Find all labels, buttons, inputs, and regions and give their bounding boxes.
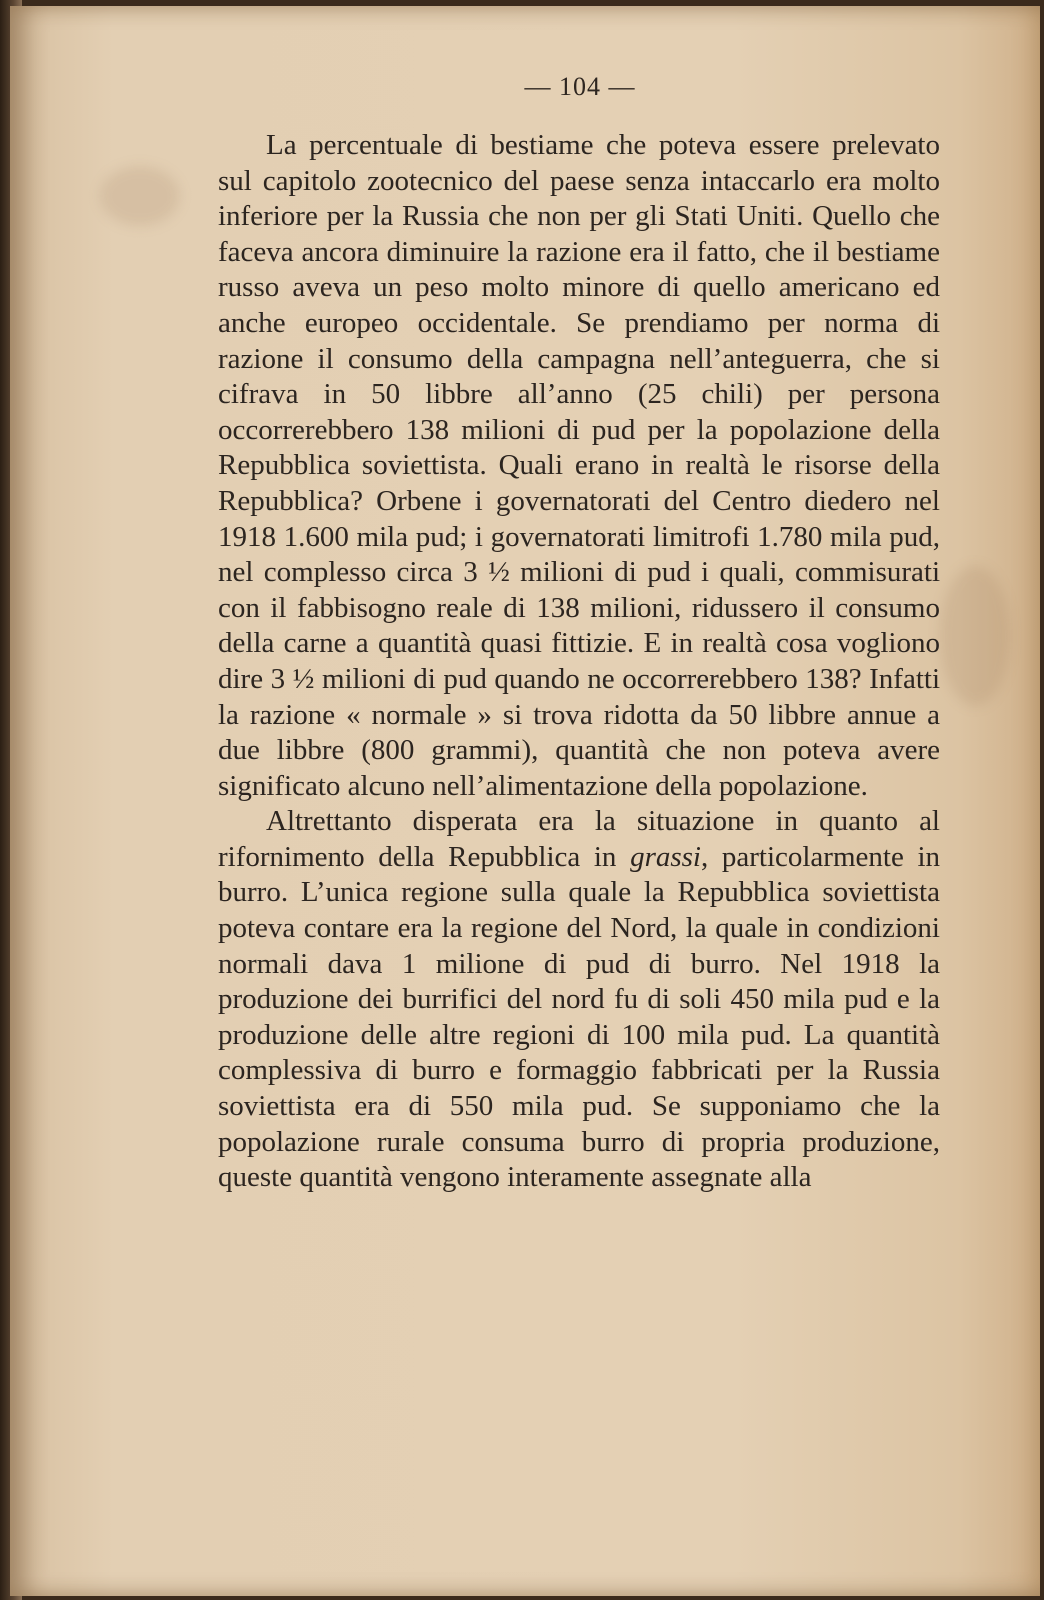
paper-stain [100,166,180,226]
body-text [218,128,940,1196]
paragraph [218,804,940,1196]
italic-term: grassi [630,840,701,873]
paragraph-text: Altrettanto disperata era la situazione in quanto al rifornimento della Repubblica in [218,805,940,873]
paragraph [218,128,940,804]
paper-stain [940,566,1010,706]
paragraph-text: , particolarmente in burro. L’unica regione sulla quale la Repubblica soviettista poteva contare era la regione del Nord, la quale in condizioni normali dava 1 milione di pud di burro. Nel 1918 la produzione dei burrifici del nord fu di soli 450 mila pud e la produzione delle altre regioni di 100 mila pud. La quantità complessiva di burro e formaggio fabbricati per la Russia soviettista era di 550 mila pud. Se supponiamo che la popolazione rurale consuma burro di propria produzione, queste quantità vengono interamente assegnate alla [218,840,940,1194]
page-number: — 104 — [524,72,636,101]
paragraph-text: La percentuale di bestiame che poteva essere prelevato sul capitolo zootecnico del paese senza intaccarlo era molto inferiore per la Russia che non per gli Stati Uniti. Quello che faceva ancora diminuire la razione era il fatto, che il bestiame russo aveva un peso molto minore di quello americano ed anche europeo occidentale. Se prendiamo per norma di razione il consumo della campagna nell’anteguerra, che si cifrava in 50 libbre all’anno (25 chili) per persona occorrerebbero 138 milioni di pud per la popolazione della Repubblica soviettista. Quali erano in realtà le risorse della Repubblica? Orbene i governatorati del Centro diedero nel 1918 1.600 mila pud; i governatorati limitrofi 1.780 mila pud, nel complesso circa 3 ½ milioni di pud i quali, commisurati con il fabbisogno reale di 138 milioni, ridussero il consumo della carne a quantità quasi fittizie. E in realtà cosa vogliono dire 3 ½ milioni di pud quando ne occorrerebbero 138? Infatti la razione « normale » si trova ridotta da 50 libbre annue a due libbre (800 grammi), quantità che non poteva avere significato alcuno nell’alimentazione della popolazione. [218,129,940,802]
